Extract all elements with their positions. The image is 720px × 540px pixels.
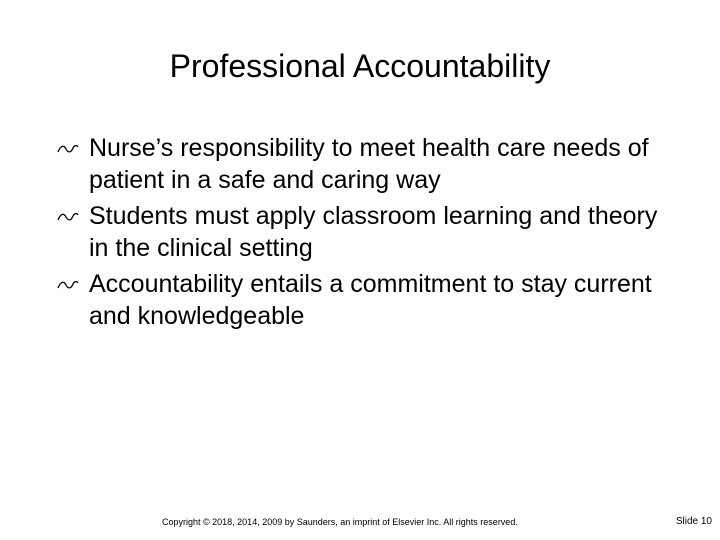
bullet-text: Students must apply classroom learning and theory in the clinical setting: [89, 202, 658, 262]
copyright-footer: Copyright © 2018, 2014, 2009 by Saunders, an imprint of Elsevier Inc. All rights reserved.: [162, 517, 518, 527]
wave-bullet-icon: [57, 142, 79, 156]
slide-number: Slide 10: [675, 516, 712, 527]
bullet-item: [55, 268, 675, 332]
bullet-text: Accountability entails a commitment to stay current and knowledgeable: [89, 270, 652, 330]
wave-bullet-icon: [57, 210, 79, 224]
wave-bullet-icon: [57, 278, 79, 292]
bullet-item: [55, 200, 675, 264]
slide-title: Professional Accountability: [169, 48, 551, 84]
bullet-list: [55, 132, 675, 336]
bullet-item: [55, 132, 675, 196]
bullet-text: Nurse’s responsibility to meet health care needs of patient in a safe and caring way: [89, 134, 649, 194]
